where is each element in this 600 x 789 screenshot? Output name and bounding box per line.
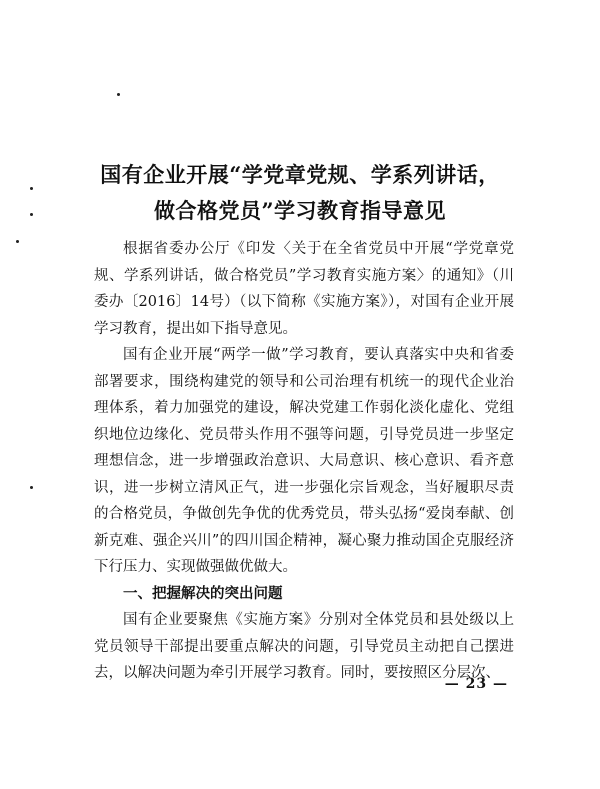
document-body [94, 236, 514, 687]
scan-speck [117, 93, 120, 96]
body-paragraph: 国有企业开展“两学一做”学习教育，要认真落实中央和省委部署要求，围绕构建党的领导和公司治理有机统一的现代企业治理体系，着力加强党的建设，解决党建工作弱化淡化虚化、党组织地位边缘化、党员带头作用不强等问题，引导党员进一步坚定理想信念，进一步增强政治意识、大局意识、核心意识、看齐意识，进一步树立清风正气，进一步强化宗旨观念，当好履职尽责的合格党员，争做创先争优的优秀党员，带头弘扬“爱岗奉献、创新克难、强企兴川”的四川国企精神，凝心聚力推动国企克服经济下行压力、实现做强做优做大。 [94, 347, 514, 575]
body-paragraph: 国有企业要聚焦《实施方案》分别对全体党员和县处级以上党员领导干部提出要重点解决的问题，引导党员主动把自己摆进去，以解决问题为牵引开展学习教育。同时，要按照区分层次、 [94, 612, 514, 681]
section-heading: 一、把握解决的突出问题 [123, 585, 283, 602]
page-number: — 23 — [444, 676, 508, 692]
document-title-line-1: 国有企业开展“学党章党规、学系列讲话， [100, 162, 500, 187]
scan-speck [16, 240, 19, 243]
scan-speck [30, 213, 33, 216]
scan-speck [30, 187, 33, 190]
document-title-line-2: 做合格党员”学习教育指导意见 [153, 198, 447, 223]
scan-speck [30, 486, 33, 489]
body-paragraph: 根据省委办公厅《印发〈关于在全省党员中开展“学党章党规、学系列讲话，做合格党员”学习教育实施方案〉的通知》（川委办〔2016〕14号）（以下简称《实施方案》），对国有企业开展学习教育，提出如下指导意见。 [94, 241, 514, 337]
